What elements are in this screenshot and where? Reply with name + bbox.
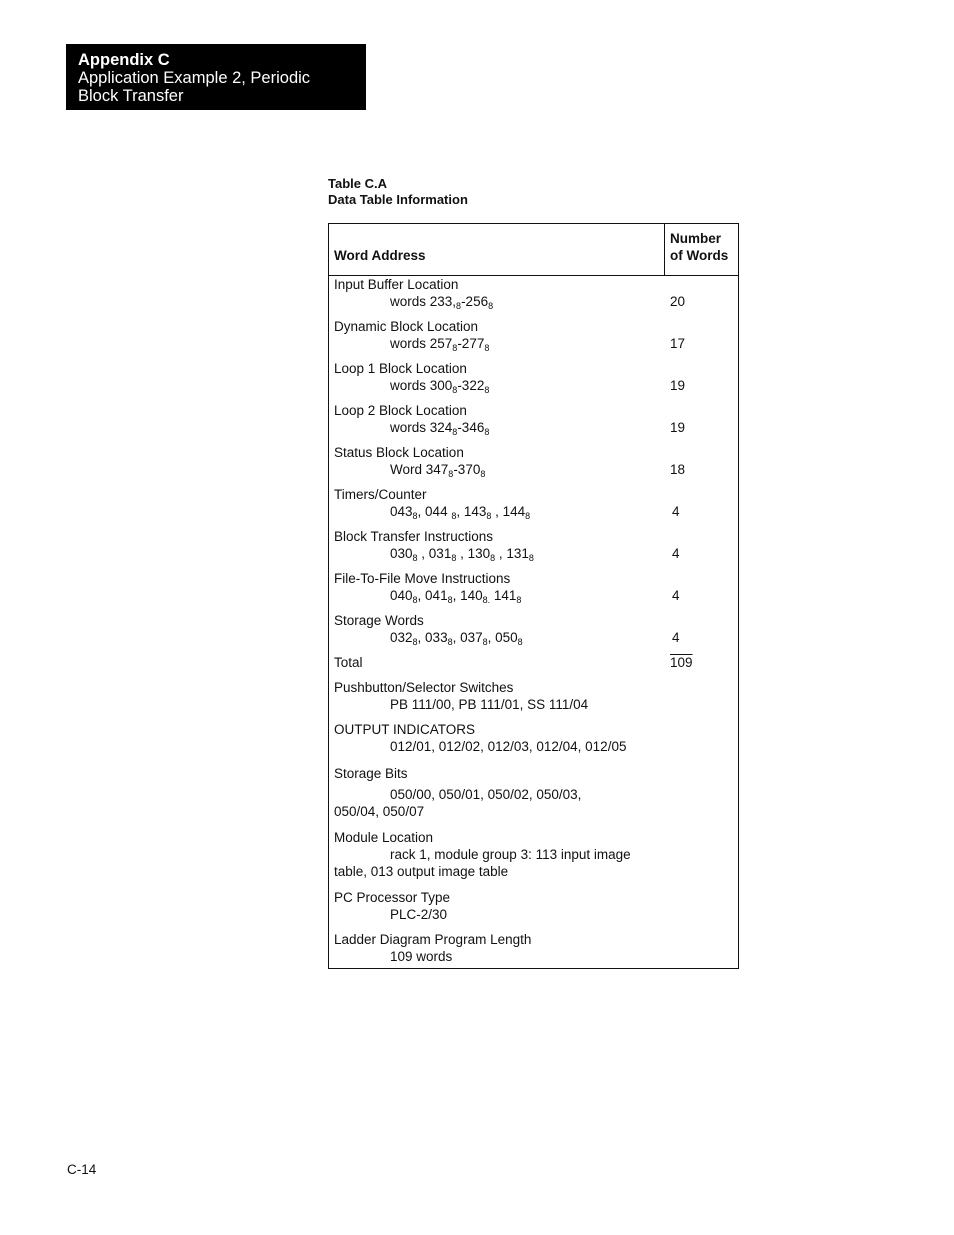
- note-name: Pushbutton/Selector Switches: [334, 680, 514, 695]
- right-border-upper: [738, 224, 739, 400]
- row-count: 18: [670, 462, 686, 477]
- row-words: words $233,_8-256_8$: [390, 294, 494, 311]
- column-header-number: Number: [670, 231, 722, 246]
- row-name: Status Block Location: [334, 445, 464, 460]
- row-words: words $324_8-346_8$: [390, 420, 490, 437]
- appendix-header: [66, 44, 366, 110]
- note-detail: 050/00, 050/01, 050/02, 050/03, 050/04, 050/07: [334, 787, 582, 819]
- data-table: [328, 223, 739, 969]
- column-header-word-address: Word Address: [334, 248, 426, 263]
- total-label: Total: [334, 655, 363, 670]
- column-header-of-words: of Words: [670, 248, 729, 263]
- row-count: 4: [672, 588, 680, 603]
- row-name: Timers/Counter: [334, 487, 427, 502]
- row-count: 19: [670, 420, 686, 435]
- note-name: Ladder Diagram Program Length: [334, 932, 532, 947]
- note-detail: 109 words: [390, 949, 453, 964]
- row-words: $040_8$, $041_8$, $140_{8.}$ $141_8$: [390, 588, 522, 605]
- note-detail: PB 111/00, PB 111/01, SS 111/04: [390, 697, 589, 712]
- row-name: Loop 2 Block Location: [334, 403, 467, 418]
- row-words: $032_8$, $033_8$, $037_8$, $050_8$: [390, 630, 523, 647]
- note-name: Module Location: [334, 830, 434, 845]
- right-border-lower: [738, 677, 739, 969]
- row-count: 17: [670, 336, 686, 351]
- note-name: PC Processor Type: [334, 890, 451, 905]
- note-name: Storage Bits: [334, 766, 408, 781]
- note-detail: PLC-2/30: [390, 907, 448, 922]
- row-words: $030_8$ , $031_8$ , $130_8$ , $131_8$: [390, 546, 534, 563]
- row-count: 4: [672, 630, 680, 645]
- note-name: OUTPUT INDICATORS: [334, 722, 476, 737]
- row-count: 4: [672, 504, 680, 519]
- row-name: Dynamic Block Location: [334, 319, 479, 334]
- appendix-title: Appendix C: [78, 51, 170, 69]
- row-name: Block Transfer Instructions: [334, 529, 494, 544]
- row-name: Input Buffer Location: [334, 277, 459, 292]
- appendix-subtitle: Application Example 2, Periodic Block Transfer: [78, 69, 311, 105]
- table-title: Data Table Information: [328, 192, 468, 207]
- column-divider: [664, 224, 665, 276]
- row-words: words $257_8-277_8$: [390, 336, 490, 353]
- row-name: Loop 1 Block Location: [334, 361, 467, 376]
- total-value: 109: [670, 655, 693, 670]
- row-count: 20: [670, 294, 686, 309]
- row-count: 19: [670, 378, 686, 393]
- row-count: 4: [672, 546, 680, 561]
- note-detail: 012/01, 012/02, 012/03, 012/04, 012/05: [390, 739, 627, 754]
- note-detail: rack 1, module group 3: 113 input image table, 013 output image table: [334, 847, 631, 879]
- table-label: Table C.A: [328, 176, 387, 191]
- row-words: Word $347_8-370_8$: [390, 462, 486, 479]
- row-name: File-To-File Move Instructions: [334, 571, 511, 586]
- row-words: $043_8$, 044 $_8$, $143_8$ , $144_8$: [390, 504, 531, 521]
- row-name: Storage Words: [334, 613, 424, 628]
- page-number: C-14: [67, 1162, 97, 1177]
- row-words: words $300_8-322_8$: [390, 378, 490, 395]
